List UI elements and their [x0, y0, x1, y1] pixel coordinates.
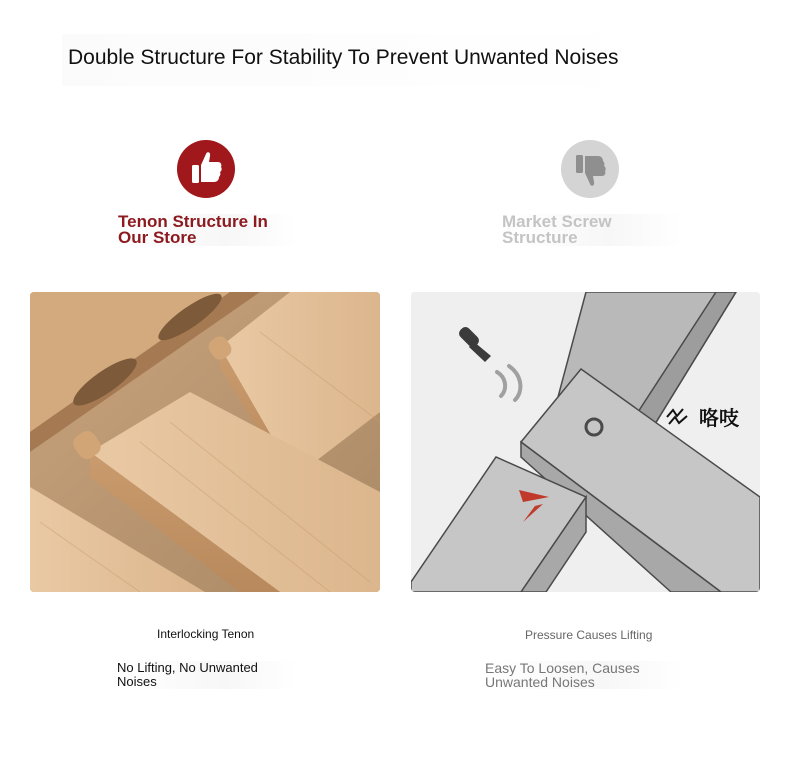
screw-drawback-text: Easy To Loosen, Causes Unwanted Noises [485, 661, 685, 689]
thumbs-down-icon [561, 140, 619, 198]
tenon-photo [30, 292, 380, 592]
thumbs-up-icon [177, 140, 235, 198]
thumbs-down-badge [561, 140, 619, 198]
tenon-structure-heading: Tenon Structure In Our Store [118, 214, 298, 246]
pressure-lifting-caption: Pressure Causes Lifting [525, 628, 653, 642]
screw-structure-heading: Market Screw Structure [502, 214, 682, 246]
page-title: Double Structure For Stability To Prevent Unwanted Noises [62, 34, 656, 86]
noise-label: 咯吱 [699, 406, 739, 430]
thumbs-up-badge [177, 140, 235, 198]
screw-joint-diagram [411, 292, 760, 592]
interlocking-tenon-caption: Interlocking Tenon [157, 627, 255, 641]
tenon-benefit-text: No Lifting, No Unwanted Noises [117, 661, 297, 689]
